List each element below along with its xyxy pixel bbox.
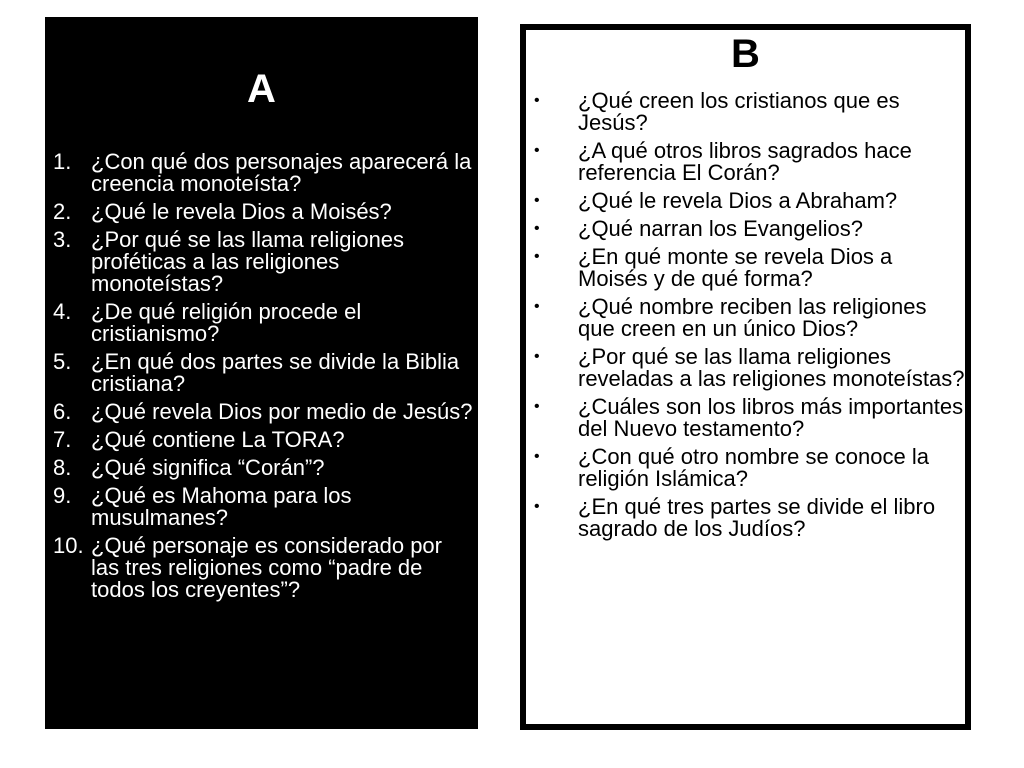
bullet-icon: • (534, 142, 540, 159)
question-text: ¿Qué es Mahoma para los musulmanes? (91, 483, 352, 530)
question-panel-a (45, 17, 478, 729)
question-number: 7. (53, 427, 72, 452)
question-number: 4. (53, 299, 72, 324)
bullet-icon: • (534, 398, 540, 415)
list-item (534, 140, 966, 184)
question-number: 10. (53, 533, 84, 558)
list-item (534, 218, 966, 240)
list-item (53, 351, 473, 395)
question-text: ¿Cuáles son los libros más importantes del Nuevo testamento? (578, 394, 964, 441)
question-text: ¿En qué monte se revela Dios a Moisés y de qué forma? (578, 244, 893, 291)
question-text: ¿Qué revela Dios por medio de Jesús? (91, 399, 473, 424)
question-text: ¿Qué nombre reciben las religiones que creen en un único Dios? (578, 294, 927, 341)
bullet-icon: • (534, 92, 540, 109)
question-number: 3. (53, 227, 72, 252)
bullet-icon: • (534, 498, 540, 515)
list-item (53, 401, 473, 423)
question-number: 9. (53, 483, 72, 508)
question-panel-b (520, 24, 971, 730)
question-text: ¿Qué creen los cristianos que es Jesús? (578, 88, 900, 135)
question-text: ¿En qué dos partes se divide la Biblia cristiana? (91, 349, 460, 396)
list-item (534, 90, 966, 134)
list-item (534, 246, 966, 290)
list-item (53, 535, 473, 601)
question-number: 5. (53, 349, 72, 374)
list-item (53, 229, 473, 295)
list-item (53, 457, 473, 479)
question-text: ¿Qué personaje es considerado por las tres religiones como “padre de todos los creyentes”? (91, 533, 442, 602)
list-item (534, 190, 966, 212)
list-item (534, 496, 966, 540)
bullet-icon: • (534, 298, 540, 315)
list-item (534, 346, 966, 390)
bullet-icon: • (534, 448, 540, 465)
bullet-icon: • (534, 220, 540, 237)
question-text: ¿Qué narran los Evangelios? (578, 216, 863, 241)
question-text: ¿Qué significa “Corán”? (91, 455, 325, 480)
question-text: ¿Qué le revela Dios a Abraham? (578, 188, 898, 213)
question-text: ¿Con qué dos personajes aparecerá la creencia monoteísta? (91, 149, 472, 196)
question-number: 8. (53, 455, 72, 480)
question-text: ¿En qué tres partes se divide el libro sagrado de los Judíos? (578, 494, 936, 541)
list-item (534, 396, 966, 440)
list-item (534, 446, 966, 490)
question-text: ¿De qué religión procede el cristianismo? (91, 299, 362, 346)
bullet-icon: • (534, 348, 540, 365)
question-number: 2. (53, 199, 72, 224)
list-item (53, 429, 473, 451)
list-item (53, 301, 473, 345)
question-text: ¿Qué contiene La TORA? (91, 427, 345, 452)
list-item (53, 151, 473, 195)
question-text: ¿Qué le revela Dios a Moisés? (91, 199, 392, 224)
panel-a-question-list (53, 151, 473, 607)
question-text: ¿Por qué se las llama religiones reveladas a las religiones monoteístas? (578, 344, 965, 391)
bullet-icon: • (534, 192, 540, 209)
list-item (53, 201, 473, 223)
panel-b-question-list (534, 90, 966, 546)
panel-a-title: A (247, 67, 276, 111)
question-number: 6. (53, 399, 72, 424)
list-item (53, 485, 473, 529)
question-text: ¿Por qué se las llama religiones proféticas a las religiones monoteístas? (91, 227, 405, 296)
question-number: 1. (53, 149, 72, 174)
list-item (534, 296, 966, 340)
question-text: ¿Con qué otro nombre se conoce la religión Islámica? (578, 444, 929, 491)
panel-b-title: B (731, 32, 760, 76)
question-text: ¿A qué otros libros sagrados hace referencia El Corán? (578, 138, 912, 185)
bullet-icon: • (534, 248, 540, 265)
